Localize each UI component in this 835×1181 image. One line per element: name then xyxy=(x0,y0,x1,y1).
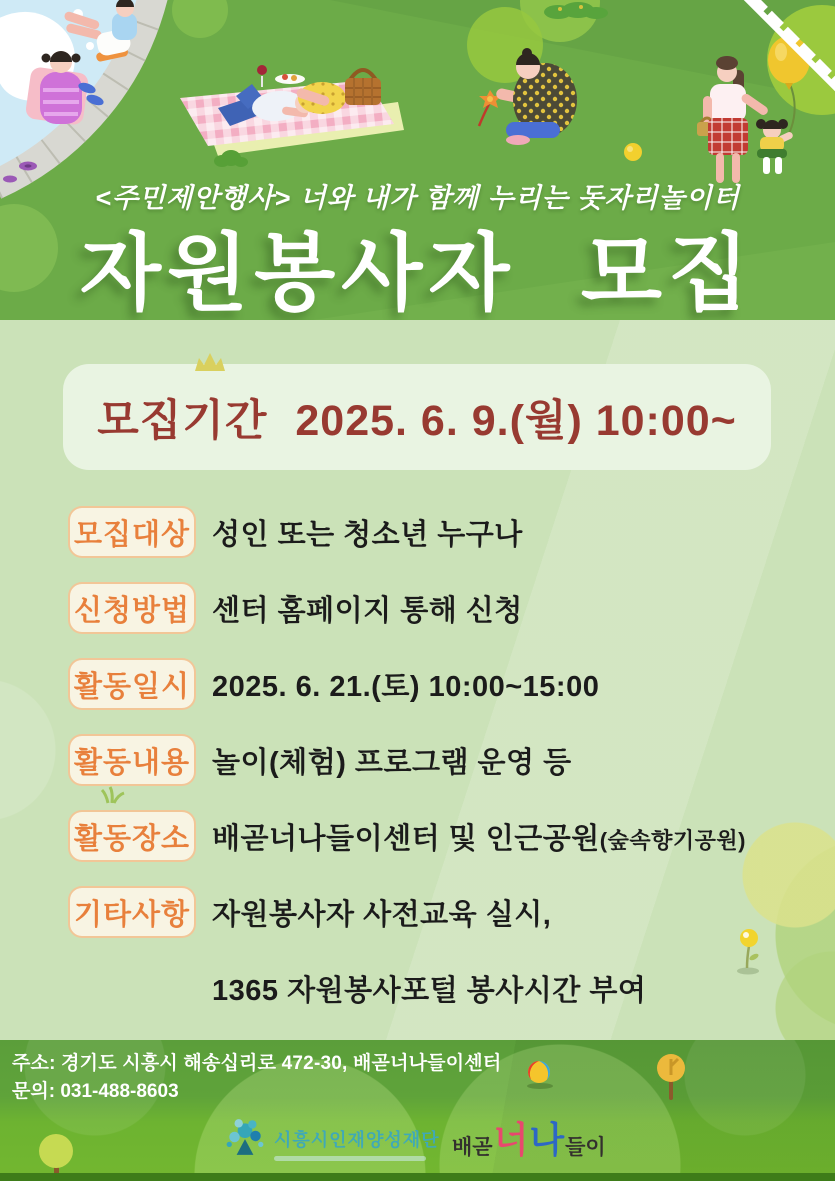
tree-icon xyxy=(652,1052,690,1102)
center-logo-part: 배곧 xyxy=(452,1136,493,1159)
subtitle: <주민제안행사> 너와 내가 함께 누리는 돗자리놀이터 xyxy=(95,183,740,213)
info-label-box: 활동장소 xyxy=(68,810,196,862)
info-value-small: (숲속향기공원) xyxy=(599,827,746,853)
center-logo xyxy=(452,1119,606,1160)
period-value: 2025. 6. 9.(월) 10:00~ xyxy=(295,396,737,445)
info-value: 1365 자원봉사포털 봉사시간 부여 xyxy=(212,974,647,1007)
foundation-tree-icon xyxy=(224,1116,266,1158)
info-row xyxy=(68,734,746,786)
yellow-flower-icon xyxy=(734,926,764,976)
footer-address: 주소: 경기도 시흥시 해송십리로 472-30, 배곧너나들이센터 xyxy=(12,1053,502,1074)
footer xyxy=(0,1040,835,1181)
beach-ball-icon xyxy=(522,1058,558,1090)
info-label-box: 신청방법 xyxy=(68,582,196,634)
info-list xyxy=(68,506,746,1014)
foundation-logo-text: 시흥시인재양성재단 xyxy=(274,1130,440,1150)
info-value: 놀이(체험) 프로그램 운영 등 xyxy=(212,746,572,779)
period-label: 모집기간 xyxy=(97,396,268,445)
info-label-box: 활동일시 xyxy=(68,658,196,710)
content-section xyxy=(0,320,835,1040)
grass-sprout-icon xyxy=(100,786,128,804)
center-logo-part: 너 xyxy=(493,1119,529,1160)
info-row xyxy=(68,886,746,938)
info-value: 자원봉사자 사전교육 실시, xyxy=(212,898,552,931)
center-logo-part: 나 xyxy=(529,1119,565,1160)
bottom-strip xyxy=(0,1173,835,1181)
info-row xyxy=(68,506,746,558)
footer-contact: 문의: 031-488-8603 xyxy=(12,1081,179,1102)
info-row xyxy=(68,810,746,862)
period-box xyxy=(63,364,771,470)
yellow-ball-icon xyxy=(624,143,642,161)
wine-glass-icon xyxy=(257,65,267,75)
info-label-box: 활동내용 xyxy=(68,734,196,786)
crown-icon xyxy=(193,352,227,372)
info-row xyxy=(68,658,746,710)
info-label-box: 기타사항 xyxy=(68,886,196,938)
info-value: 2025. 6. 21.(토) 10:00~15:00 xyxy=(212,670,600,703)
info-value: 배곧너나들이센터 및 인근공원(숲속향기공원) xyxy=(212,822,746,855)
info-value: 성인 또는 청소년 누구나 xyxy=(212,518,523,551)
info-value: 센터 홈페이지 통해 신청 xyxy=(212,594,523,627)
info-label-box: 모집대상 xyxy=(68,506,196,558)
center-logo-part: 들이 xyxy=(565,1136,606,1159)
page-title: 자원봉사자 모집 xyxy=(79,226,756,320)
foundation-logo xyxy=(224,1116,440,1161)
info-row-continuation xyxy=(68,962,746,1014)
info-row xyxy=(68,582,746,634)
foundation-logo-subtext xyxy=(274,1156,426,1161)
